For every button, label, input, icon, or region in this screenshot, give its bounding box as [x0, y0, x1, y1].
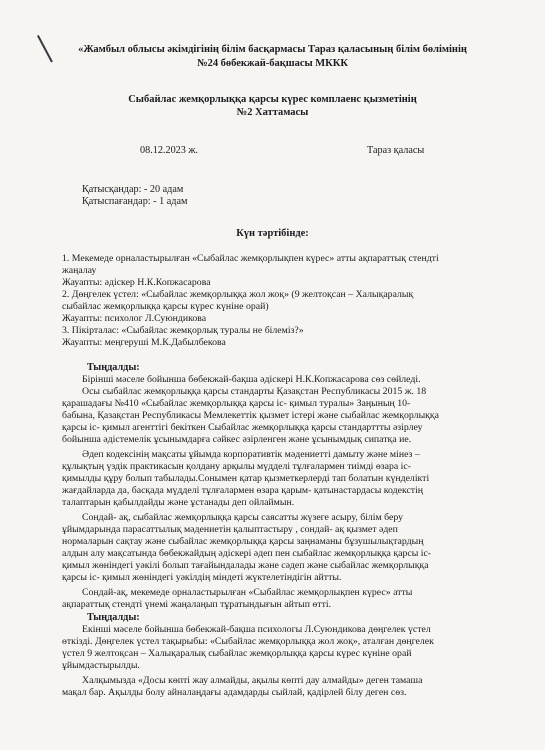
agenda-line: Жауапты: меңгеруші М.К.Дабылбекова [62, 337, 226, 348]
heard-label-1: Тыңдалды: [87, 362, 140, 373]
agenda-line: 1. Мекемеде орналастырылған «Сыбайлас жемқорлықпен күрес» атты ақпараттық стендті [62, 253, 439, 264]
heard-label-2: Тыңдалды: [87, 612, 140, 623]
attended-count: Қатысқандар: - 20 адам [82, 184, 184, 195]
agenda-line: Жауапты: психолог Л.Суюндикова [62, 313, 207, 324]
body-line: қарсы іс- қимыл агенттігі бекіткен Сыбайлас жемқорлыққа қарсы стандарттты әзірлеу [62, 422, 423, 433]
body-line: алдын алу мақсатында бөбекжайдың әдіскері әдеп пен сыбайлас жемқорлыққа қарсы іс- [62, 548, 432, 559]
city: Тараз қаласы [367, 145, 425, 156]
agenda-title: Күн тәртібінде: [236, 228, 309, 239]
body-line: қимылды құру болып табылады.Сонымен қатар қызметкерлерді тап болатын күнделікті [62, 473, 430, 484]
agenda-line: 2. Дөңгелек үстел: «Сыбайлас жемқорлыққа жол жоқ» (9 желтоқсан – Халықаралық [62, 289, 414, 300]
body-line: мақал бар. Ақылды болу айналаңдағы адамдарды сыйлай, қадірлей білу деген сөз. [62, 687, 407, 698]
body-line: өткізді. Дөңгелек үстел тақырыбы: «Сыбайлас жемқорлыққа жол жоқ», аталған дөңгелек [62, 636, 434, 647]
body-line: қимыл жөніндегі уәкілі болып тағайындалады және сәдеп және сыбайлас жемқорлыққа [62, 560, 429, 571]
header-line-2: №24 бөбекжай-бақшасы МККК [197, 58, 348, 69]
body-line: қарсы іс- қимыл жөніндегі уәкілдің міндеті жүктелетіндігін айтты. [62, 572, 342, 583]
header-line-1: «Жамбыл облысы әкімдігінің білім басқармасы Тараз қаласының білім бөлімінің [78, 44, 467, 55]
agenda-line: Жауапты: әдіскер Н.К.Копжасарова [62, 277, 211, 288]
body-line: Халқымызда «Досы көпті жау алмайды, ақылы көпті дау алмайды» деген тамаша [82, 675, 423, 686]
body-line: бабына, Қазақстан Республикасы Мемлекеттік қызмет істері және сыбайлас жемқорлыққа [62, 410, 440, 421]
body-line: Сондай-ақ, мекемеде орналастырылған «Сыбайлас жемқорлықпен күрес» атты [82, 587, 413, 598]
body-line: бойынша әдістемелік ұсынымдарға сәйкес әзірленген және ұсынымдық сипатқа ие. [62, 434, 412, 445]
agenda-line: 3. Пікірталас: «Сыбайлас жемқорлық туралы не білеміз?» [62, 325, 304, 336]
agenda-line: сыбайлас жемқорлыққа қарсы күрес күніне орай) [62, 301, 269, 312]
title-line-1: Сыбайлас жемқорлыққа қарсы күрес комплаенс қызметінің [128, 94, 417, 105]
agenda-line: жаңалау [62, 265, 97, 276]
body-line: үстел 9 желтоқсан – Халықаралық сыбайлас жемқорлыққа қарсы күрес күніне орай [62, 648, 412, 659]
body-line: жағдайларда да, басқада мүдделі тұлғалармен өзара қарым- қатынастардасы кодекстің [62, 485, 424, 496]
body-line: нормаларын сақтау және сыбайлас жемқорлыққа қарсы заңнаманы бұзушылықтардың [62, 536, 424, 547]
body-line: Екінші мәселе бойынша бөбекжай-бақша психологы Л.Суюндикова дөңгелек үстел [82, 624, 431, 635]
body-line: Бірінші мәселе бойынша бөбекжай-бақша әдіскері Н.К.Копжасарова сөз сөйледі. [82, 374, 421, 385]
body-line: құлықтың үздік практикасын қолдану арқылы мүдделі тұлғалармен тиімді өзара іс- [62, 461, 411, 472]
date: 08.12.2023 ж. [140, 145, 198, 156]
title-line-2: №2 Хаттамасы [236, 107, 309, 118]
absent-count: Қатыспағандар: - 1 адам [82, 196, 188, 207]
body-line: талаптарын қабылдайды және ұстанады деп ойлаймын. [62, 497, 295, 508]
body-line: ақпараттық стендті үнемі жаңалаңып тұратындығын айтып өтті. [62, 599, 332, 610]
body-line: Әдеп кодексінің мақсаты ұйымда корпоративтік мәдениетті дамыту және мінез – [82, 449, 420, 460]
body-line: ұйымдарында парасаттылық мәдениетін қалыптастыру , сондай- ақ қызмет әдеп [62, 524, 398, 535]
body-line: қарашадағы №410 «Сыбайлас жемқорлыққа қарсы іс- қимыл туралы» Заңының 10- [62, 398, 411, 409]
body-line: Сондай- ақ, сыбайлас жемқорлыққа қарсы саясатты жүзеге асыру, білім беру [82, 512, 404, 523]
body-line: Осы сыбайлас жемқорлыққа қарсы стандарты Қазақстан Республикасы 2015 ж. 18 [82, 386, 427, 397]
body-line: ұйымдастырылды. [62, 660, 140, 671]
